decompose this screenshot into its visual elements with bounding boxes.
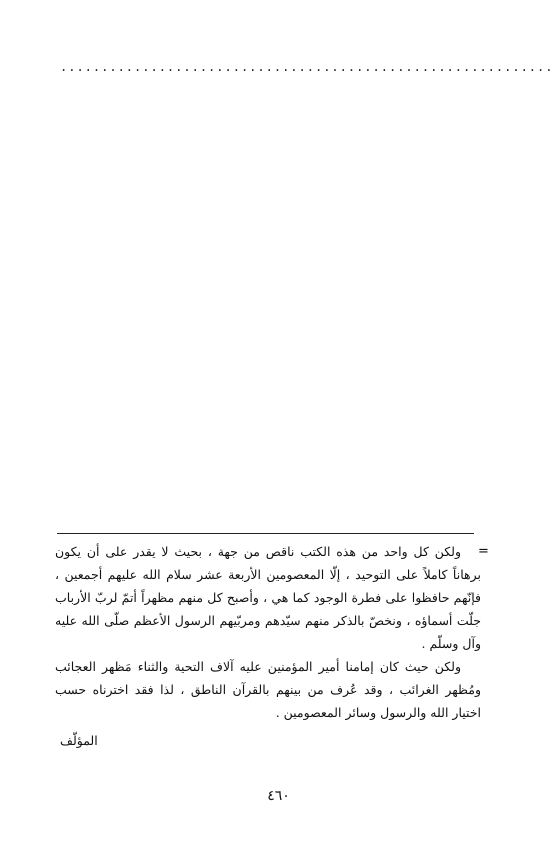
footnote-block [55,540,481,724]
dotted-separator: ............................................................ [60,60,554,74]
footnote-continuation-mark: = [478,544,489,559]
footnote-paragraph-1: ولكن كل واحد من هذه الكتب ناقص من جهة ، بحيث لا يقدر على أن يكون برهاناً كاملاً على التوحيد ، إلّا المعصومين الأربعة عشر سلام الله عليهم أجمعين ، فإنّهم حافظوا على فطرة الوجود كما هي ، وأصبح كل منهم مظهراً أتمّ لربّ الأرباب جلّت أسماؤه ، ونخصّ بالذكر منهم سيّدهم ومربّيهم الرسول الأعظم صلّى الله عليه وآل وسلّم . [55,544,481,651]
footnote-paragraph-2: ولكن حيث كان إمامنا أمير المؤمنين عليه آلاف التحية والثناء مَظهر العجائب ومُظهر الغرائب ، وقد عُرف من بينهم بالقرآن الناطق ، لذا فقد اخترناه حسب اختيار الله والرسول وسائر المعصومين . [55,659,481,720]
footnote-author: المؤلّف [60,733,98,748]
footnote-rule [57,533,474,534]
page-number: ٤٦٠ [267,788,290,804]
